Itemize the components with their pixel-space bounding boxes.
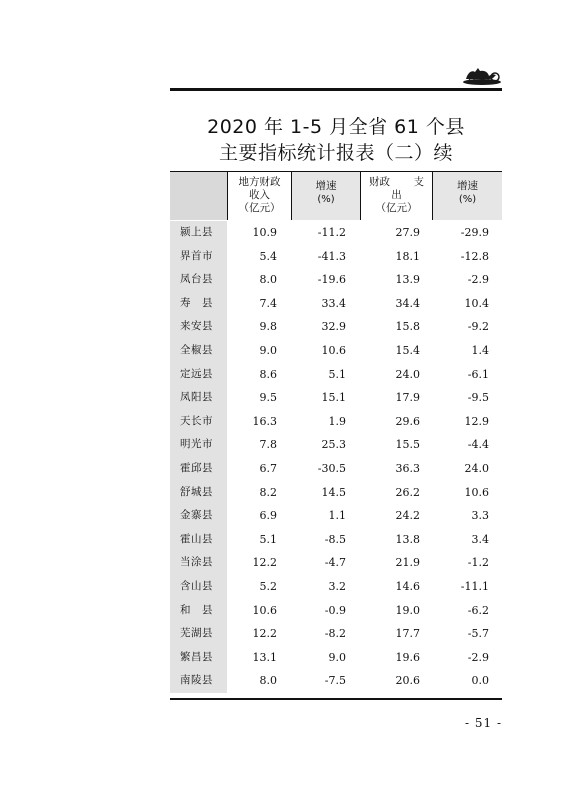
revenue-growth-value: -4.7 — [324, 556, 346, 570]
table-row — [170, 221, 502, 245]
table-row — [170, 268, 502, 292]
revenue-growth-value: -19.6 — [317, 273, 346, 287]
county-name: 寿 县 — [170, 292, 227, 316]
revenue-value: 6.7 — [259, 461, 277, 475]
header-growth-label: 增速 — [315, 180, 337, 192]
county-name: 芜湖县 — [170, 622, 227, 646]
revenue-growth-value: 9.0 — [328, 650, 346, 664]
county-name: 全椒县 — [170, 339, 227, 363]
table-row — [170, 551, 502, 575]
expenditure-value: 20.6 — [395, 674, 420, 688]
expenditure-value: 15.5 — [395, 438, 420, 452]
revenue-growth-value: 15.1 — [321, 391, 346, 405]
table-row — [170, 504, 502, 528]
header-growth2-label: 增速 — [457, 180, 478, 192]
page-title: 2020 年 1-5 月全省 61 个县 — [207, 116, 465, 138]
expenditure-value: 27.9 — [395, 226, 420, 239]
expenditure-value: 17.9 — [395, 391, 420, 405]
header-revenue-line2: 收入 — [249, 189, 270, 201]
expenditure-growth-value: 24.0 — [464, 461, 489, 475]
county-name: 南陵县 — [170, 669, 227, 693]
revenue-growth-value: -41.3 — [317, 249, 346, 263]
expenditure-growth-value: -4.4 — [467, 438, 489, 452]
revenue-value: 9.5 — [259, 391, 277, 405]
revenue-value: 12.2 — [252, 556, 277, 570]
table-row — [170, 599, 502, 623]
county-name: 霍邱县 — [170, 457, 227, 481]
county-name: 舒城县 — [170, 481, 227, 505]
revenue-value: 7.8 — [259, 438, 277, 452]
revenue-value: 8.6 — [259, 367, 277, 381]
header-revenue — [227, 172, 292, 220]
expenditure-value: 36.3 — [395, 461, 420, 475]
revenue-growth-value: 1.9 — [328, 414, 346, 428]
county-name: 明光市 — [170, 433, 227, 457]
revenue-value: 13.1 — [252, 650, 277, 664]
expenditure-growth-value: -2.9 — [467, 273, 489, 287]
revenue-value: 5.2 — [259, 579, 277, 593]
expenditure-growth-value: -11.1 — [460, 579, 489, 593]
revenue-growth-value: 5.1 — [328, 367, 346, 381]
expenditure-value: 13.8 — [395, 532, 420, 546]
header-expenditure-growth — [433, 172, 502, 220]
expenditure-growth-value: 10.6 — [464, 485, 489, 499]
table-row — [170, 575, 502, 599]
county-name: 定远县 — [170, 363, 227, 387]
county-name: 金寨县 — [170, 504, 227, 528]
header-revenue-line1: 地方财政 — [238, 176, 281, 188]
revenue-growth-value: -30.5 — [317, 461, 346, 475]
expenditure-value: 21.9 — [395, 556, 420, 570]
revenue-value: 8.0 — [259, 674, 277, 688]
expenditure-value: 14.6 — [395, 579, 420, 593]
county-name: 当涂县 — [170, 551, 227, 575]
county-name: 和 县 — [170, 599, 227, 623]
revenue-value: 5.4 — [259, 249, 277, 263]
expenditure-value: 24.0 — [395, 367, 420, 381]
revenue-value: 10.9 — [252, 226, 277, 239]
county-name: 霍山县 — [170, 528, 227, 552]
header-county-cell — [170, 172, 227, 220]
header-expenditure-unit: （亿元） — [375, 202, 418, 214]
county-name: 凤台县 — [170, 268, 227, 292]
table-row — [170, 481, 502, 505]
expenditure-growth-value: 3.3 — [471, 509, 489, 523]
table-row — [170, 528, 502, 552]
revenue-value: 16.3 — [252, 414, 277, 428]
county-name: 天长市 — [170, 410, 227, 434]
county-name: 颍上县 — [170, 221, 227, 245]
revenue-value: 6.9 — [259, 509, 277, 523]
county-name: 来安县 — [170, 315, 227, 339]
expenditure-growth-value: 10.4 — [464, 296, 489, 310]
revenue-value: 5.1 — [259, 532, 277, 546]
revenue-growth-value: 32.9 — [321, 320, 346, 334]
expenditure-growth-value: -9.5 — [467, 391, 489, 405]
table-header — [170, 172, 502, 220]
expenditure-growth-value: -6.2 — [467, 603, 489, 617]
expenditure-growth-value: 0.0 — [471, 674, 489, 688]
expenditure-value: 18.1 — [395, 249, 420, 263]
table-row — [170, 433, 502, 457]
expenditure-growth-value: -29.9 — [460, 226, 489, 239]
horse-chariot-icon — [462, 62, 502, 86]
expenditure-growth-value: -6.1 — [467, 367, 489, 381]
header-expenditure — [360, 172, 433, 220]
expenditure-value: 17.7 — [395, 627, 420, 641]
revenue-growth-value: 10.6 — [321, 343, 346, 357]
table-bottom-rule — [170, 698, 502, 700]
table-row — [170, 245, 502, 269]
county-name: 凤阳县 — [170, 386, 227, 410]
expenditure-value: 13.9 — [395, 273, 420, 287]
expenditure-growth-value: -5.7 — [467, 627, 489, 641]
revenue-growth-value: 25.3 — [321, 438, 346, 452]
county-name: 含山县 — [170, 575, 227, 599]
revenue-growth-value: -8.2 — [324, 627, 346, 641]
header-rule — [170, 88, 502, 91]
revenue-value: 8.2 — [259, 485, 277, 499]
revenue-growth-value: -0.9 — [324, 603, 346, 617]
table-row — [170, 315, 502, 339]
header-expenditure-b: 支 — [413, 176, 424, 188]
table-row — [170, 410, 502, 434]
table-row — [170, 363, 502, 387]
revenue-value: 10.6 — [252, 603, 277, 617]
expenditure-value: 19.6 — [395, 650, 420, 664]
table-body — [170, 221, 502, 693]
expenditure-value: 26.2 — [395, 485, 420, 499]
page-subtitle: 主要指标统计报表（二）续 — [218, 142, 453, 164]
table-row — [170, 386, 502, 410]
revenue-value: 9.0 — [259, 343, 277, 357]
table-row — [170, 622, 502, 646]
revenue-growth-value: -11.2 — [317, 226, 346, 239]
expenditure-growth-value: -12.8 — [460, 249, 489, 263]
revenue-growth-value: -7.5 — [324, 674, 346, 688]
revenue-value: 12.2 — [252, 627, 277, 641]
table-row — [170, 457, 502, 481]
header-revenue-unit: （亿元） — [238, 202, 281, 214]
expenditure-growth-value: 12.9 — [464, 414, 489, 428]
revenue-growth-value: 33.4 — [321, 296, 346, 310]
expenditure-growth-value: -2.9 — [467, 650, 489, 664]
table-row — [170, 646, 502, 670]
expenditure-growth-value: 3.4 — [471, 532, 489, 546]
expenditure-value: 15.8 — [395, 320, 420, 334]
revenue-value: 8.0 — [259, 273, 277, 287]
revenue-value: 7.4 — [259, 296, 277, 310]
expenditure-value: 24.2 — [395, 509, 420, 523]
header-growth2-unit: (%) — [458, 194, 477, 205]
county-name: 繁昌县 — [170, 646, 227, 670]
revenue-growth-value: -8.5 — [324, 532, 346, 546]
header-growth-unit: (%) — [317, 194, 335, 205]
revenue-value: 9.8 — [259, 320, 277, 334]
expenditure-value: 29.6 — [395, 414, 420, 428]
expenditure-growth-value: -9.2 — [467, 320, 489, 334]
page-number: - 51 - — [464, 716, 502, 730]
header-expenditure-a: 财政 — [369, 176, 390, 188]
expenditure-growth-value: -1.2 — [467, 556, 489, 570]
table-row — [170, 292, 502, 316]
expenditure-value: 19.0 — [395, 603, 420, 617]
expenditure-value: 15.4 — [395, 343, 420, 357]
expenditure-growth-value: 1.4 — [471, 343, 489, 357]
county-name: 界首市 — [170, 245, 227, 269]
revenue-growth-value: 1.1 — [328, 509, 346, 523]
expenditure-value: 34.4 — [395, 296, 420, 310]
header-expenditure-line2: 出 — [391, 189, 402, 201]
header-revenue-growth — [292, 172, 360, 220]
table-row — [170, 669, 502, 693]
revenue-growth-value: 3.2 — [328, 579, 346, 593]
revenue-growth-value: 14.5 — [321, 485, 346, 499]
table-row — [170, 339, 502, 363]
